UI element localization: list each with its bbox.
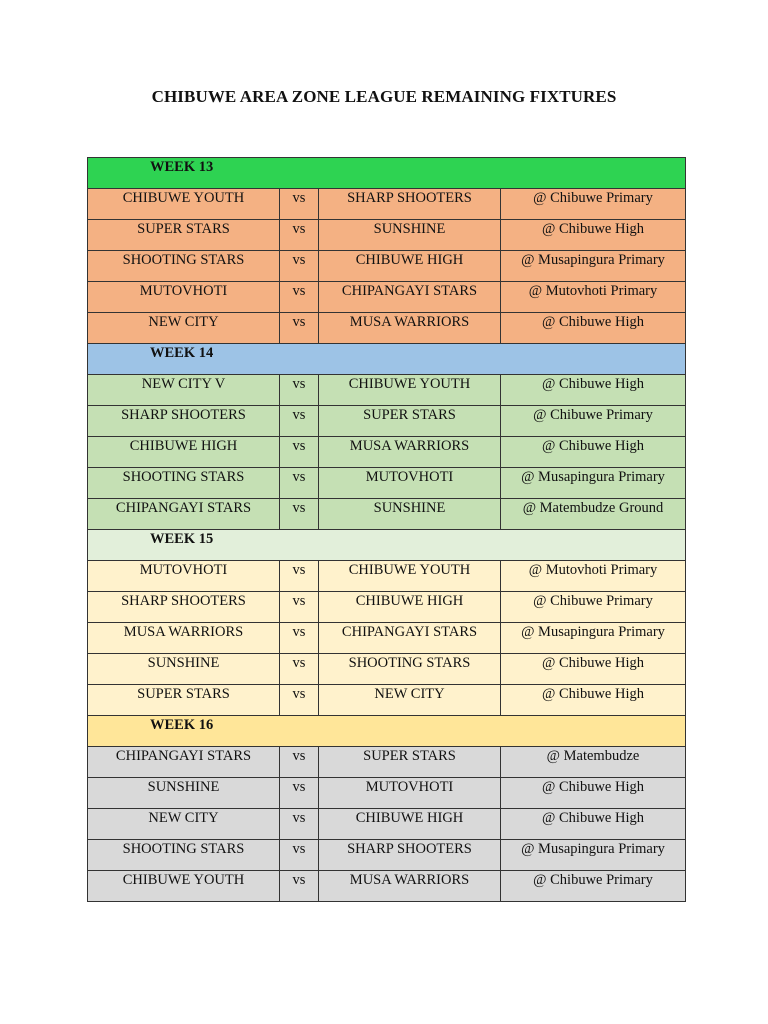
vs-cell: vs bbox=[280, 840, 319, 871]
vs-cell: vs bbox=[280, 313, 319, 344]
venue-cell: @ Chibuwe High bbox=[501, 685, 686, 716]
home-team-cell: MUTOVHOTI bbox=[88, 561, 280, 592]
away-team-cell: MUSA WARRIORS bbox=[319, 313, 501, 344]
home-team-cell: CHIPANGAYI STARS bbox=[88, 499, 280, 530]
away-team-cell: SHARP SHOOTERS bbox=[319, 840, 501, 871]
venue-cell: @ Chibuwe Primary bbox=[501, 189, 686, 220]
venue-cell: @ Chibuwe High bbox=[501, 437, 686, 468]
week-header-row bbox=[88, 716, 686, 747]
home-team-cell: SUNSHINE bbox=[88, 778, 280, 809]
venue-cell: @ Chibuwe High bbox=[501, 654, 686, 685]
home-team-cell: SUNSHINE bbox=[88, 654, 280, 685]
venue-cell: @ Musapingura Primary bbox=[501, 468, 686, 499]
fixture-row bbox=[88, 871, 686, 902]
vs-cell: vs bbox=[280, 220, 319, 251]
fixture-row bbox=[88, 375, 686, 406]
venue-cell: @ Matembudze bbox=[501, 747, 686, 778]
venue-cell: @ Matembudze Ground bbox=[501, 499, 686, 530]
fixture-row bbox=[88, 778, 686, 809]
home-team-cell: CHIBUWE HIGH bbox=[88, 437, 280, 468]
venue-cell: @ Musapingura Primary bbox=[501, 623, 686, 654]
home-team-cell: SUPER STARS bbox=[88, 220, 280, 251]
home-team-cell: CHIBUWE YOUTH bbox=[88, 871, 280, 902]
away-team-cell: SUNSHINE bbox=[319, 499, 501, 530]
fixture-row bbox=[88, 251, 686, 282]
vs-cell: vs bbox=[280, 747, 319, 778]
week-label: WEEK 13 bbox=[88, 158, 686, 189]
vs-cell: vs bbox=[280, 685, 319, 716]
away-team-cell: CHIPANGAYI STARS bbox=[319, 623, 501, 654]
home-team-cell: MUSA WARRIORS bbox=[88, 623, 280, 654]
week-header-row bbox=[88, 158, 686, 189]
away-team-cell: SUPER STARS bbox=[319, 747, 501, 778]
away-team-cell: CHIBUWE YOUTH bbox=[319, 375, 501, 406]
venue-cell: @ Mutovhoti Primary bbox=[501, 561, 686, 592]
home-team-cell: NEW CITY V bbox=[88, 375, 280, 406]
venue-cell: @ Chibuwe Primary bbox=[501, 871, 686, 902]
venue-cell: @ Musapingura Primary bbox=[501, 840, 686, 871]
home-team-cell: SHARP SHOOTERS bbox=[88, 592, 280, 623]
page-title: CHIBUWE AREA ZONE LEAGUE REMAINING FIXTURES bbox=[151, 87, 617, 106]
fixture-row bbox=[88, 623, 686, 654]
away-team-cell: MUTOVHOTI bbox=[319, 778, 501, 809]
fixture-row bbox=[88, 592, 686, 623]
vs-cell: vs bbox=[280, 251, 319, 282]
venue-cell: @ Chibuwe High bbox=[501, 313, 686, 344]
venue-cell: @ Musapingura Primary bbox=[501, 251, 686, 282]
fixtures-table bbox=[87, 157, 686, 902]
fixture-row bbox=[88, 468, 686, 499]
away-team-cell: SHOOTING STARS bbox=[319, 654, 501, 685]
fixture-row bbox=[88, 282, 686, 313]
fixtures-body bbox=[88, 158, 686, 902]
week-label: WEEK 15 bbox=[88, 530, 686, 561]
vs-cell: vs bbox=[280, 871, 319, 902]
venue-cell: @ Chibuwe Primary bbox=[501, 406, 686, 437]
week-label: WEEK 14 bbox=[88, 344, 686, 375]
home-team-cell: CHIBUWE YOUTH bbox=[88, 189, 280, 220]
home-team-cell: SHOOTING STARS bbox=[88, 840, 280, 871]
venue-cell: @ Chibuwe High bbox=[501, 809, 686, 840]
vs-cell: vs bbox=[280, 499, 319, 530]
home-team-cell: CHIPANGAYI STARS bbox=[88, 747, 280, 778]
away-team-cell: MUSA WARRIORS bbox=[319, 437, 501, 468]
home-team-cell: SUPER STARS bbox=[88, 685, 280, 716]
vs-cell: vs bbox=[280, 654, 319, 685]
away-team-cell: SUNSHINE bbox=[319, 220, 501, 251]
fixture-row bbox=[88, 840, 686, 871]
home-team-cell: SHARP SHOOTERS bbox=[88, 406, 280, 437]
fixture-row bbox=[88, 809, 686, 840]
away-team-cell: SHARP SHOOTERS bbox=[319, 189, 501, 220]
venue-cell: @ Chibuwe Primary bbox=[501, 592, 686, 623]
away-team-cell: MUSA WARRIORS bbox=[319, 871, 501, 902]
fixture-row bbox=[88, 189, 686, 220]
fixture-row bbox=[88, 220, 686, 251]
fixture-row bbox=[88, 654, 686, 685]
fixture-row bbox=[88, 437, 686, 468]
away-team-cell: NEW CITY bbox=[319, 685, 501, 716]
vs-cell: vs bbox=[280, 406, 319, 437]
home-team-cell: MUTOVHOTI bbox=[88, 282, 280, 313]
fixture-row bbox=[88, 685, 686, 716]
vs-cell: vs bbox=[280, 592, 319, 623]
away-team-cell: SUPER STARS bbox=[319, 406, 501, 437]
venue-cell: @ Chibuwe High bbox=[501, 375, 686, 406]
fixture-row bbox=[88, 406, 686, 437]
home-team-cell: SHOOTING STARS bbox=[88, 251, 280, 282]
vs-cell: vs bbox=[280, 623, 319, 654]
venue-cell: @ Chibuwe High bbox=[501, 220, 686, 251]
away-team-cell: CHIPANGAYI STARS bbox=[319, 282, 501, 313]
vs-cell: vs bbox=[280, 561, 319, 592]
vs-cell: vs bbox=[280, 189, 319, 220]
fixture-row bbox=[88, 499, 686, 530]
vs-cell: vs bbox=[280, 468, 319, 499]
away-team-cell: CHIBUWE YOUTH bbox=[319, 561, 501, 592]
week-header-row bbox=[88, 530, 686, 561]
vs-cell: vs bbox=[280, 809, 319, 840]
week-label: WEEK 16 bbox=[88, 716, 686, 747]
fixture-row bbox=[88, 747, 686, 778]
home-team-cell: NEW CITY bbox=[88, 313, 280, 344]
vs-cell: vs bbox=[280, 778, 319, 809]
away-team-cell: MUTOVHOTI bbox=[319, 468, 501, 499]
home-team-cell: SHOOTING STARS bbox=[88, 468, 280, 499]
vs-cell: vs bbox=[280, 282, 319, 313]
away-team-cell: CHIBUWE HIGH bbox=[319, 809, 501, 840]
venue-cell: @ Mutovhoti Primary bbox=[501, 282, 686, 313]
fixture-row bbox=[88, 561, 686, 592]
week-header-row bbox=[88, 344, 686, 375]
vs-cell: vs bbox=[280, 375, 319, 406]
vs-cell: vs bbox=[280, 437, 319, 468]
away-team-cell: CHIBUWE HIGH bbox=[319, 251, 501, 282]
fixture-row bbox=[88, 313, 686, 344]
venue-cell: @ Chibuwe High bbox=[501, 778, 686, 809]
away-team-cell: CHIBUWE HIGH bbox=[319, 592, 501, 623]
home-team-cell: NEW CITY bbox=[88, 809, 280, 840]
